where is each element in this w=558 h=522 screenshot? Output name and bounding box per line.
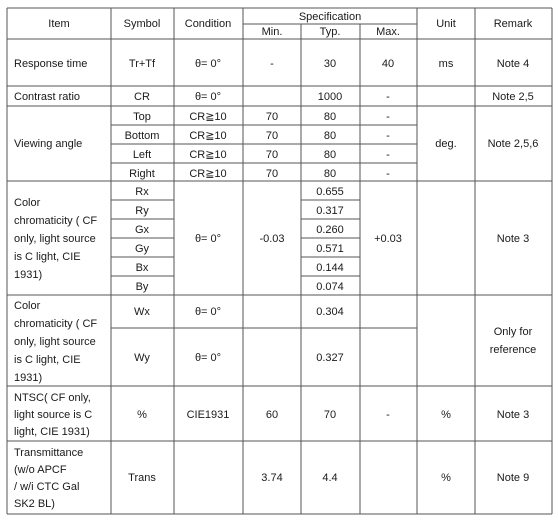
- response-time-remark: Note 4: [496, 58, 530, 70]
- contrast-ratio-remark: Note 2,5: [492, 91, 534, 103]
- viewing-angle-symbol-top: Top: [133, 111, 151, 123]
- white-chromaticity-symbol-wx: Wx: [134, 306, 150, 318]
- color-chromaticity-item-line-1: Color: [14, 197, 41, 209]
- color-chromaticity-min: -0.03: [259, 233, 285, 245]
- viewing-angle-condition-top: CR≧10: [189, 111, 227, 123]
- transmittance-min: 3.74: [261, 472, 283, 484]
- color-chromaticity-max: +0.03: [374, 233, 402, 245]
- transmittance-item-line-4: SK2 BL): [14, 498, 55, 510]
- white-chromaticity-remark-line-2: reference: [489, 344, 537, 356]
- contrast-ratio-item: Contrast ratio: [14, 91, 81, 103]
- white-chromaticity-symbol-wy: Wy: [134, 352, 150, 364]
- white-chromaticity-typ-wx: 0.304: [316, 306, 344, 318]
- header-max: Max.: [376, 26, 400, 38]
- viewing-angle-max-left: -: [386, 149, 390, 161]
- viewing-angle-symbol-left: Left: [132, 149, 152, 161]
- viewing-angle-min-top: 70: [265, 111, 279, 123]
- white-chromaticity-typ-wy: 0.327: [316, 352, 344, 364]
- white-chromaticity-remark-line-1: Only for: [493, 326, 533, 338]
- ntsc-max: -: [386, 409, 390, 421]
- header-remark: Remark: [493, 18, 533, 30]
- viewing-angle-condition-left: CR≧10: [189, 149, 227, 161]
- ntsc-typ: 70: [323, 409, 337, 421]
- contrast-ratio-max: -: [386, 91, 390, 103]
- ntsc-unit: %: [441, 409, 451, 421]
- white-chromaticity-item-line-1: Color: [14, 300, 41, 312]
- color-chromaticity-block: [14, 186, 529, 293]
- ntsc-min: 60: [265, 409, 279, 421]
- viewing-angle-symbol-bottom: Bottom: [124, 130, 160, 142]
- color-chromaticity-typ-by: 0.074: [316, 281, 344, 293]
- response-time-unit: ms: [438, 58, 454, 70]
- response-time-row: [14, 58, 529, 70]
- color-chromaticity-typ-bx: 0.144: [316, 262, 344, 274]
- viewing-angle-condition-bottom: CR≧10: [189, 130, 227, 142]
- viewing-angle-condition-right: CR≧10: [189, 168, 227, 180]
- header-symbol: Symbol: [123, 18, 161, 30]
- transmittance-item-line-3: / w/i CTC Gal: [14, 481, 80, 493]
- transmittance-remark: Note 9: [496, 472, 530, 484]
- color-chromaticity-item-line-5: 1931): [14, 269, 43, 281]
- viewing-angle-item: Viewing angle: [14, 138, 83, 150]
- color-chromaticity-remark: Note 3: [496, 233, 530, 245]
- header-min: Min.: [261, 26, 283, 38]
- response-time-condition: θ= 0°: [194, 58, 222, 70]
- contrast-ratio-symbol: CR: [134, 91, 150, 103]
- header-unit: Unit: [436, 18, 456, 30]
- response-time-item: Response time: [14, 58, 88, 70]
- viewing-angle-max-top: -: [386, 111, 390, 123]
- viewing-angle-min-left: 70: [265, 149, 279, 161]
- header-condition: Condition: [184, 18, 232, 30]
- viewing-angle-block: [14, 111, 538, 180]
- white-chromaticity-condition-wy: θ= 0°: [194, 352, 222, 364]
- ntsc-remark: Note 3: [496, 409, 530, 421]
- table-grid: [7, 8, 552, 514]
- color-chromaticity-symbol-gy: Gy: [134, 243, 150, 255]
- header-item: Item: [48, 18, 70, 30]
- color-chromaticity-condition: θ= 0°: [194, 233, 222, 245]
- color-chromaticity-symbol-by: By: [135, 281, 149, 293]
- viewing-angle-min-right: 70: [265, 168, 279, 180]
- white-chromaticity-item-line-2: chromaticity ( CF: [14, 318, 98, 330]
- viewing-angle-symbol-right: Right: [129, 168, 155, 180]
- viewing-angle-max-right: -: [386, 168, 390, 180]
- viewing-angle-min-bottom: 70: [265, 130, 279, 142]
- contrast-ratio-condition: θ= 0°: [194, 91, 222, 103]
- color-chromaticity-typ-gx: 0.260: [316, 224, 344, 236]
- header-specification: Specification: [298, 11, 362, 23]
- transmittance-row: [14, 447, 529, 510]
- ntsc-row: [14, 392, 529, 438]
- transmittance-typ: 4.4: [322, 472, 338, 484]
- color-chromaticity-symbol-gx: Gx: [134, 224, 150, 236]
- response-time-max: 40: [381, 58, 395, 70]
- ntsc-item-line-1: NTSC( CF only,: [14, 392, 91, 404]
- response-time-symbol: Tr+Tf: [128, 58, 156, 70]
- viewing-angle-typ-left: 80: [323, 149, 337, 161]
- color-chromaticity-typ-ry: 0.317: [316, 205, 344, 217]
- color-chromaticity-typ-gy: 0.571: [316, 243, 344, 255]
- color-chromaticity-symbol-rx: Rx: [135, 186, 149, 198]
- ntsc-symbol: %: [137, 409, 147, 421]
- response-time-min: -: [270, 58, 274, 70]
- transmittance-item-line-2: (w/o APCF: [14, 464, 67, 476]
- transmittance-unit: %: [441, 472, 451, 484]
- transmittance-symbol: Trans: [128, 472, 156, 484]
- color-chromaticity-item-line-2: chromaticity ( CF: [14, 215, 98, 227]
- color-chromaticity-item-line-3: only, light source: [14, 233, 96, 245]
- color-chromaticity-item-line-4: is C light, CIE: [14, 251, 81, 263]
- viewing-angle-remark: Note 2,5,6: [487, 138, 539, 150]
- contrast-ratio-row: [14, 91, 534, 103]
- white-chromaticity-item-line-5: 1931): [14, 372, 43, 384]
- ntsc-item-line-3: light, CIE 1931): [14, 426, 90, 438]
- white-chromaticity-condition-wx: θ= 0°: [194, 306, 222, 318]
- viewing-angle-typ-top: 80: [323, 111, 337, 123]
- color-chromaticity-symbol-bx: Bx: [135, 262, 149, 274]
- contrast-ratio-typ: 1000: [317, 91, 343, 103]
- viewing-angle-unit: deg.: [435, 138, 457, 150]
- viewing-angle-typ-bottom: 80: [323, 130, 337, 142]
- white-chromaticity-item-line-4: is C light, CIE: [14, 354, 81, 366]
- color-chromaticity-typ-rx: 0.655: [316, 186, 344, 198]
- header-typ: Typ.: [319, 26, 341, 38]
- ntsc-item-line-2: light source is C: [14, 409, 93, 421]
- viewing-angle-typ-right: 80: [323, 168, 337, 180]
- color-chromaticity-symbol-ry: Ry: [135, 205, 149, 217]
- white-chromaticity-item-line-3: only, light source: [14, 336, 96, 348]
- viewing-angle-max-bottom: -: [386, 130, 390, 142]
- transmittance-item-line-1: Transmittance: [14, 447, 84, 459]
- response-time-typ: 30: [323, 58, 337, 70]
- white-chromaticity-block: [14, 300, 536, 384]
- ntsc-condition: CIE1931: [186, 409, 230, 421]
